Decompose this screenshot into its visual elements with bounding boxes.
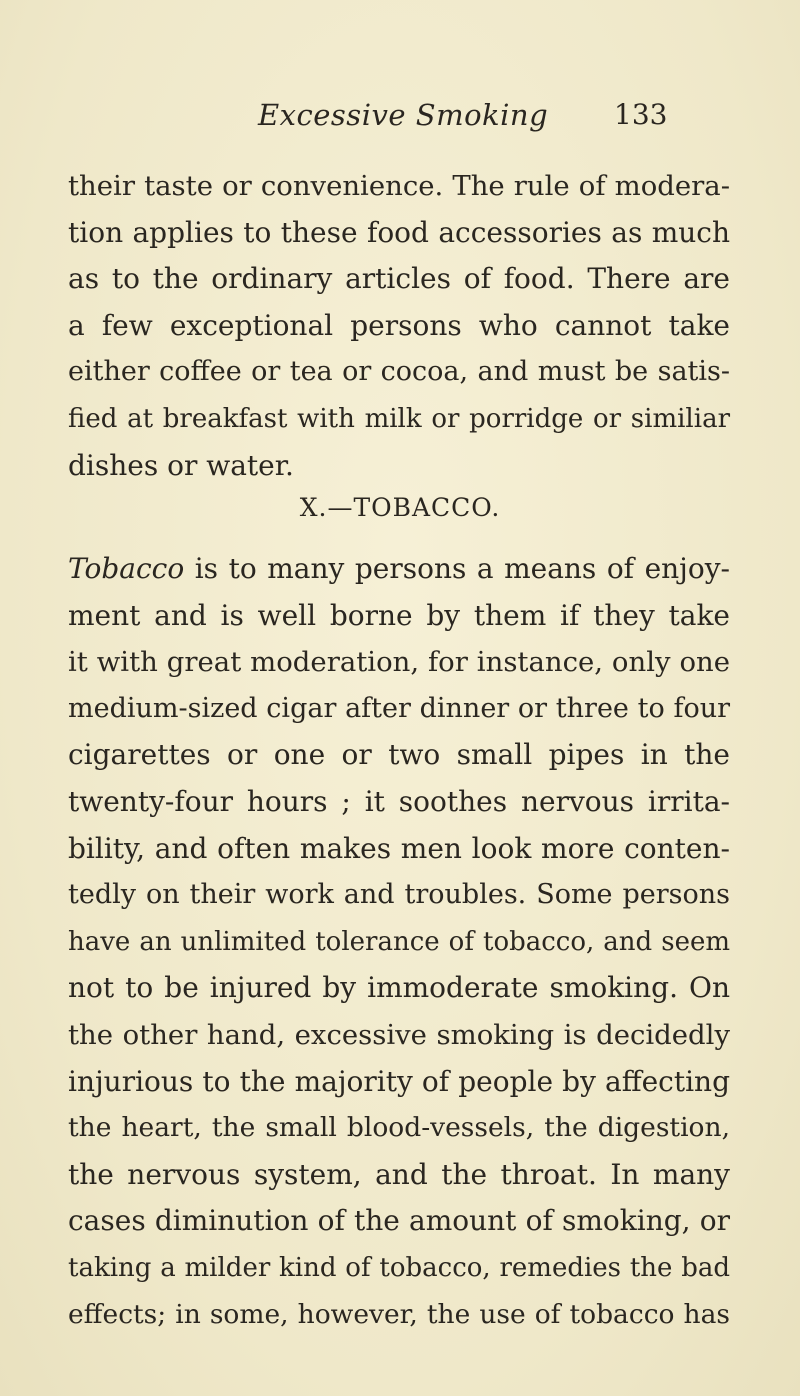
text-line: effects; in some, however, the use of tobacco has — [68, 1298, 730, 1330]
text-line: bility, and often makes men look more conten- — [68, 831, 730, 865]
text-line: either coffee or tea or cocoa, and must be satis- — [68, 356, 730, 388]
text-line: a few exceptional persons who cannot take — [68, 308, 730, 342]
section-heading: X.—TOBACCO. — [299, 493, 501, 522]
text-line: injurious to the majority of people by affecting — [68, 1064, 730, 1098]
text-line: not to be injured by immoderate smoking. On — [68, 971, 730, 1005]
text-line: ment and is well borne by them if they take — [68, 598, 730, 632]
running-title: Excessive Smoking — [258, 98, 549, 132]
text-line: dishes or water. — [68, 448, 294, 482]
text-line: their taste or convenience. The rule of modera- — [68, 170, 730, 202]
text-line: the other hand, excessive smoking is decidedly — [68, 1018, 730, 1051]
text-line: twenty-four hours ; it soothes nervous irrita- — [68, 784, 730, 818]
text-line: the nervous system, and the throat. In many — [68, 1157, 730, 1191]
text-line: it with great moderation, for instance, only one — [68, 646, 730, 679]
italic-first-word: Tobacco — [68, 552, 185, 585]
paragraph-2 — [68, 546, 730, 1338]
text-line: medium-sized cigar after dinner or three to four — [68, 692, 730, 724]
text-line: cases diminution of the amount of smoking, or — [68, 1204, 730, 1238]
first-line-rest: is to many persons a means of enjoy- — [184, 552, 730, 585]
text-line: taking a milder kind of tobacco, remedies the bad — [68, 1252, 730, 1283]
text-line: as to the ordinary articles of food. There are — [68, 262, 730, 296]
text-line-first — [68, 546, 730, 593]
page-number: 133 — [614, 98, 668, 131]
text-line: the heart, the small blood-vessels, the digestion, — [68, 1112, 730, 1144]
text-line: fied at breakfast with milk or porridge or similiar — [68, 403, 730, 434]
text-line: have an unlimited tolerance of tobacco, and seem — [68, 926, 730, 957]
text-line: tion applies to these food accessories as much — [68, 215, 730, 249]
text-line: cigarettes or one or two small pipes in the — [68, 738, 730, 772]
paragraph-1 — [68, 163, 730, 489]
running-head — [0, 98, 800, 138]
text-line: tedly on their work and troubles. Some persons — [68, 879, 730, 911]
